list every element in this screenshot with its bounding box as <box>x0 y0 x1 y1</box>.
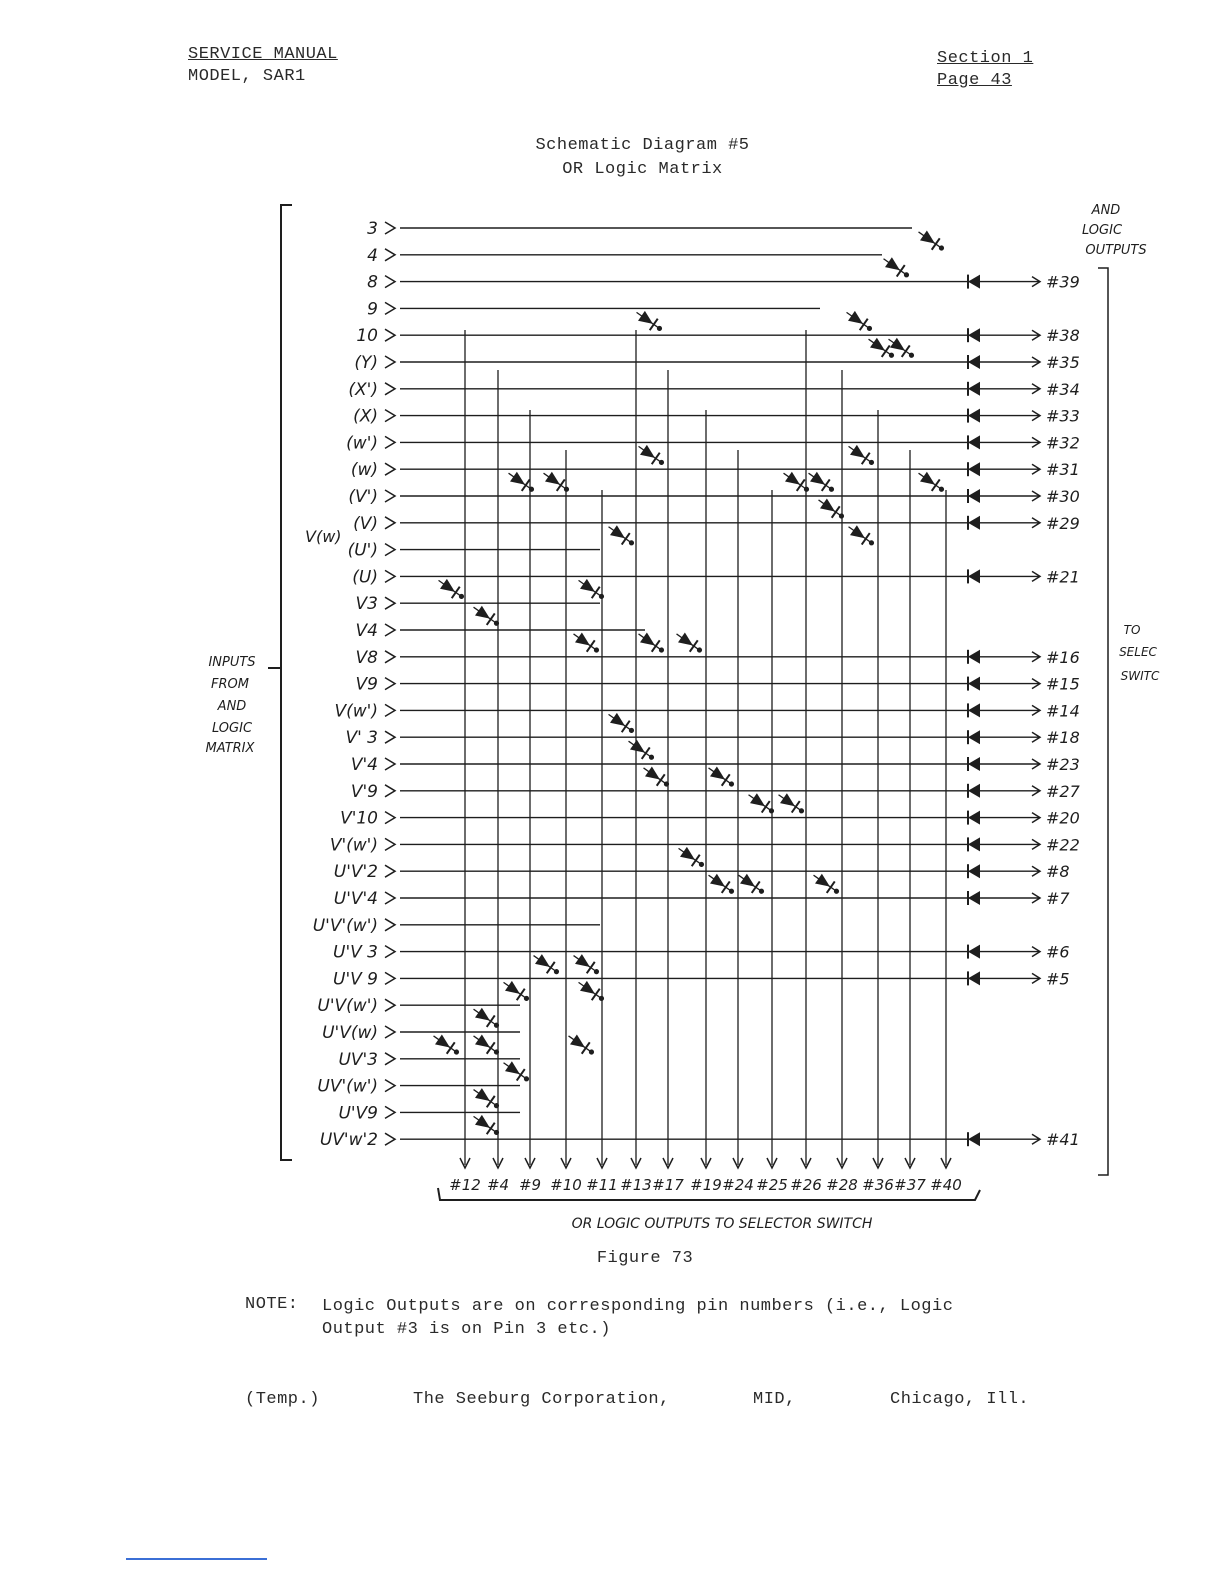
input-label: V3 <box>355 594 378 615</box>
input-label: U'V 3 <box>333 942 378 963</box>
bottom-output-label: #4 <box>486 1176 510 1194</box>
matrix-diode <box>435 575 468 604</box>
matrix-diode <box>675 843 708 872</box>
right-output-label: #7 <box>1046 889 1070 908</box>
note-line-1: Logic Outputs are on corresponding pin numbers (i.e., Logic <box>322 1297 954 1316</box>
input-connector-chevron <box>385 812 395 824</box>
inputs-from-and-logic-label: FROM <box>211 677 249 692</box>
model-label: MODEL, SAR1 <box>188 67 306 86</box>
input-connector-chevron <box>385 410 395 422</box>
input-bracket <box>281 205 292 1160</box>
input-connector-chevron <box>385 329 395 341</box>
input-connector-chevron <box>385 999 395 1011</box>
input-connector-chevron <box>385 1106 395 1118</box>
output-diode <box>968 837 980 851</box>
right-output-label: #16 <box>1046 647 1080 667</box>
output-diode <box>968 864 980 878</box>
input-label: V9 <box>355 674 378 695</box>
input-label: 3 <box>367 219 378 239</box>
matrix-diode <box>633 307 666 336</box>
matrix-diode <box>540 467 573 496</box>
right-output-label: #21 <box>1046 567 1080 587</box>
matrix-diode <box>735 869 768 898</box>
inputs-from-and-logic-label: LOGIC <box>211 721 253 736</box>
right-output-label: #18 <box>1046 728 1080 748</box>
input-connector-chevron <box>385 865 395 877</box>
bottom-output-label: #13 <box>620 1176 652 1194</box>
input-label: UV'(w') <box>317 1076 378 1097</box>
footer-company: The Seeburg Corporation, <box>413 1390 670 1409</box>
input-label: (V') <box>348 487 378 507</box>
input-connector-chevron <box>385 785 395 797</box>
output-diode <box>968 945 980 959</box>
input-connector-chevron <box>385 463 395 475</box>
inputs-from-and-logic-label: MATRIX <box>205 741 255 756</box>
right-output-label: #32 <box>1046 433 1080 453</box>
output-diode <box>968 891 980 905</box>
right-output-label: #8 <box>1046 862 1070 882</box>
matrix-diode <box>775 789 808 818</box>
right-output-label: #39 <box>1046 272 1080 292</box>
matrix-diode <box>635 441 668 470</box>
input-connector-chevron <box>385 383 395 395</box>
output-diode <box>968 328 980 342</box>
matrix-diode <box>635 628 668 657</box>
matrix-diode <box>780 467 813 496</box>
and-logic-outputs-label: AND <box>1091 203 1121 218</box>
input-connector-chevron <box>385 892 395 904</box>
input-connector-chevron <box>385 249 395 261</box>
to-selector-switch-label: TO <box>1123 623 1141 637</box>
matrix-diode <box>705 762 738 791</box>
matrix-diode <box>880 253 913 282</box>
input-connector-chevron <box>385 1026 395 1038</box>
input-label: UV'w'2 <box>319 1130 378 1151</box>
input-label: V'9 <box>350 781 378 802</box>
output-diode <box>968 811 980 825</box>
input-label: U'V(w) <box>322 1023 378 1043</box>
input-label: (w') <box>346 433 378 454</box>
bottom-output-label: #11 <box>586 1176 618 1194</box>
output-bracket <box>1098 268 1108 1175</box>
matrix-diode <box>705 869 738 898</box>
input-label: V'(w') <box>329 835 378 856</box>
input-connector-chevron <box>385 570 395 582</box>
output-diode <box>968 677 980 691</box>
output-diode <box>968 516 980 530</box>
input-connector-chevron <box>385 972 395 984</box>
matrix-diode <box>845 521 878 550</box>
input-label: U'V(w') <box>317 996 378 1017</box>
figure-caption: Figure 73 <box>596 1249 694 1268</box>
right-output-label: #41 <box>1046 1130 1080 1150</box>
bottom-output-label: #36 <box>862 1176 894 1194</box>
matrix-diode <box>845 441 878 470</box>
input-label: V'10 <box>340 808 378 829</box>
and-logic-outputs-label: OUTPUTS <box>1085 243 1147 258</box>
right-output-label: #34 <box>1046 379 1080 399</box>
bottom-output-label: #37 <box>894 1176 926 1194</box>
matrix-diode <box>605 709 638 738</box>
input-label: U'V'2 <box>333 862 378 883</box>
output-diode <box>968 650 980 664</box>
output-diode <box>968 730 980 744</box>
output-diode <box>968 757 980 771</box>
input-label: U'V'(w') <box>312 915 378 936</box>
right-output-label: #14 <box>1046 701 1080 721</box>
right-output-label: #35 <box>1046 353 1080 372</box>
input-connector-chevron <box>385 276 395 288</box>
matrix-diode <box>915 467 948 496</box>
output-diode <box>968 275 980 289</box>
bottom-output-label: #24 <box>722 1176 754 1194</box>
right-output-label: #33 <box>1046 406 1080 426</box>
to-selector-switch-label: SWITC <box>1120 669 1160 683</box>
output-diode <box>968 784 980 798</box>
note-label: NOTE: <box>245 1295 299 1314</box>
note-text <box>322 1295 953 1341</box>
or-logic-outputs-label: OR LOGIC OUTPUTS TO SELECTOR SWITCH <box>571 1216 873 1232</box>
input-label: V(w') <box>334 701 378 722</box>
input-label: U'V'4 <box>333 889 378 909</box>
matrix-diode <box>673 628 706 657</box>
input-label: UV'3 <box>338 1049 378 1070</box>
input-connector-chevron <box>385 302 395 314</box>
diagram-title: Schematic Diagram #5 <box>535 136 750 155</box>
inputs-from-and-logic-label: INPUTS <box>208 655 256 670</box>
input-label: 4 <box>367 245 378 266</box>
input-label: (V) <box>353 513 378 534</box>
input-label: (w) <box>350 460 378 481</box>
to-selector-switch-label: SELEC <box>1119 645 1157 659</box>
input-label: U'V9 <box>338 1103 378 1124</box>
right-output-label: #23 <box>1046 755 1080 774</box>
footer-city: Chicago, Ill. <box>890 1390 1030 1409</box>
bottom-output-label: #25 <box>756 1176 788 1194</box>
matrix-diode <box>605 521 638 550</box>
bottom-output-label: #26 <box>790 1176 822 1194</box>
output-diode <box>968 971 980 985</box>
right-output-label: #15 <box>1046 674 1080 694</box>
input-connector-chevron <box>385 946 395 958</box>
bottom-output-label: #28 <box>826 1176 858 1194</box>
vw-label: V(w) <box>305 526 342 546</box>
input-label: V4 <box>355 621 378 641</box>
matrix-diode <box>570 628 603 657</box>
bottom-output-label: #17 <box>652 1176 684 1194</box>
input-connector-chevron <box>385 838 395 850</box>
right-output-label: #5 <box>1046 969 1070 989</box>
output-diode <box>968 569 980 583</box>
footer-division: MID, <box>753 1390 796 1409</box>
matrix-diode <box>500 977 533 1006</box>
right-output-label: #30 <box>1046 487 1080 506</box>
input-label: (Y) <box>354 353 378 373</box>
bottom-output-label: #10 <box>550 1176 582 1194</box>
input-connector-chevron <box>385 651 395 663</box>
output-diode <box>968 703 980 717</box>
input-connector-chevron <box>385 1080 395 1092</box>
note-line-2: Output #3 is on Pin 3 etc.) <box>322 1320 611 1339</box>
input-connector-chevron <box>385 597 395 609</box>
matrix-diode <box>430 1030 463 1059</box>
footer-temp: (Temp.) <box>245 1390 320 1409</box>
output-diode <box>968 355 980 369</box>
input-connector-chevron <box>385 624 395 636</box>
input-label: U'V 9 <box>333 969 378 990</box>
matrix-diode <box>565 1030 598 1059</box>
output-diode <box>968 409 980 423</box>
matrix-diode <box>500 1057 533 1086</box>
input-connector-chevron <box>385 919 395 931</box>
matrix-diode <box>625 735 658 764</box>
right-output-label: #20 <box>1046 808 1080 828</box>
page-label: Page 43 <box>937 71 1012 90</box>
matrix-diode <box>843 307 876 336</box>
page-edge-line <box>126 1558 267 1560</box>
right-output-label: #22 <box>1046 835 1080 855</box>
matrix-diode <box>915 226 948 255</box>
matrix-diode <box>505 467 538 496</box>
matrix-diode <box>530 950 563 979</box>
input-label: V'4 <box>350 755 378 775</box>
output-diode <box>968 435 980 449</box>
output-diode <box>968 1132 980 1146</box>
right-output-label: #6 <box>1046 942 1070 962</box>
output-diode <box>968 382 980 396</box>
bottom-output-label: #9 <box>518 1176 542 1194</box>
input-label: (U') <box>347 540 378 561</box>
right-output-label: #31 <box>1046 460 1080 480</box>
bottom-output-label: #12 <box>449 1176 481 1194</box>
input-label: (U) <box>352 567 378 588</box>
input-connector-chevron <box>385 1133 395 1145</box>
matrix-diode <box>810 869 843 898</box>
and-logic-outputs-label: LOGIC <box>1081 223 1123 238</box>
diagram-subtitle: OR Logic Matrix <box>562 160 723 179</box>
right-output-label: #29 <box>1046 513 1080 533</box>
input-label: 9 <box>367 299 378 320</box>
bottom-output-label: #19 <box>690 1176 722 1194</box>
output-diode <box>968 489 980 503</box>
input-label: V8 <box>355 647 378 668</box>
input-connector-chevron <box>385 222 395 234</box>
input-connector-chevron <box>385 678 395 690</box>
manual-title: SERVICE MANUAL <box>188 45 338 64</box>
inputs-from-and-logic-label: AND <box>217 699 247 714</box>
input-connector-chevron <box>385 490 395 502</box>
right-output-label: #38 <box>1046 326 1080 346</box>
output-diode <box>968 462 980 476</box>
section-label: Section 1 <box>937 49 1034 68</box>
right-output-label: #27 <box>1046 781 1080 801</box>
input-connector-chevron <box>385 731 395 743</box>
input-label: 10 <box>356 326 378 347</box>
matrix-diode <box>570 950 603 979</box>
input-connector-chevron <box>385 436 395 448</box>
matrix-diode <box>885 333 918 362</box>
matrix-diode <box>805 467 838 496</box>
input-label: V' 3 <box>345 728 378 749</box>
input-connector-chevron <box>385 1053 395 1065</box>
input-connector-chevron <box>385 356 395 368</box>
bottom-output-label: #40 <box>930 1176 962 1194</box>
input-connector-chevron <box>385 544 395 556</box>
input-label: (X') <box>348 379 378 400</box>
input-label: 8 <box>367 272 378 293</box>
input-label: (X) <box>353 406 378 427</box>
input-connector-chevron <box>385 517 395 529</box>
input-connector-chevron <box>385 704 395 716</box>
input-connector-chevron <box>385 758 395 770</box>
